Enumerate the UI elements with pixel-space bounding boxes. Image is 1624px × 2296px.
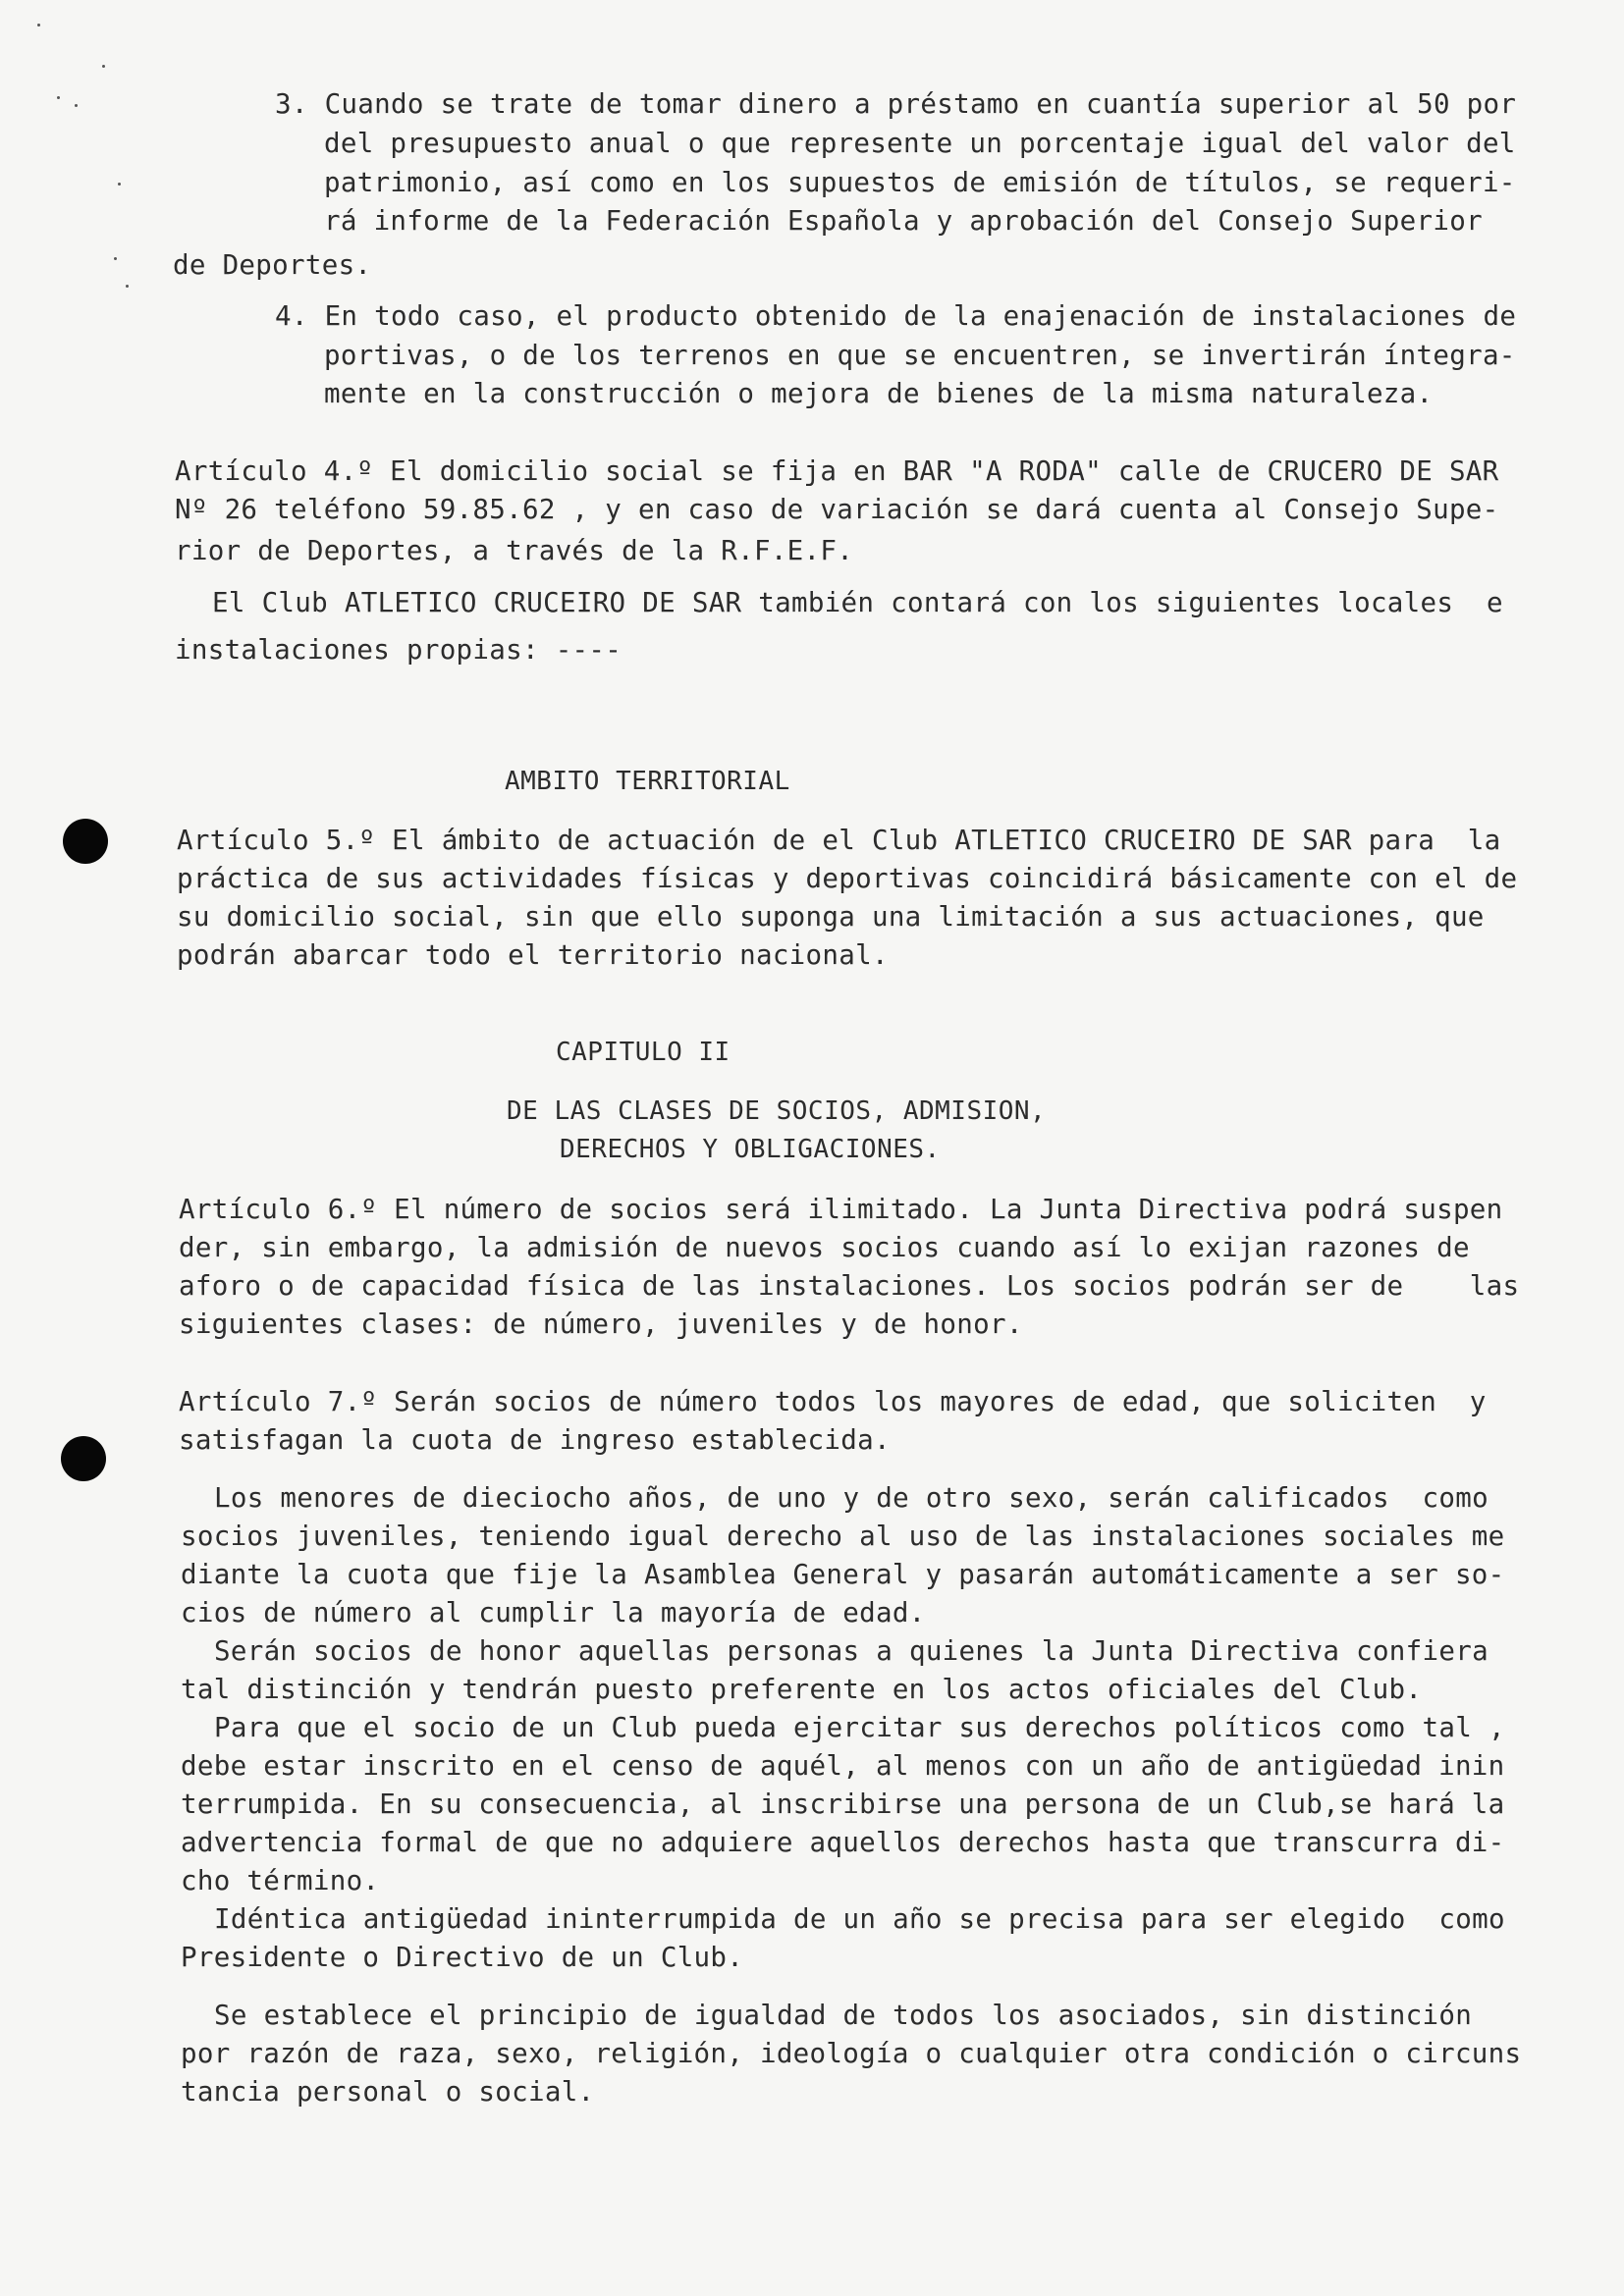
text-line: podrán abarcar todo el territorio nacional. [177, 939, 889, 971]
text-line: 3. Cuando se trate de tomar dinero a préstamo en cuantía superior al 50 por [275, 88, 1517, 120]
text-line: Serán socios de honor aquellas personas a quienes la Junta Directiva confiera [214, 1635, 1489, 1667]
text-line: diante la cuota que fije la Asamblea General y pasarán automáticamente a ser so- [181, 1559, 1505, 1590]
text-line: por razón de raza, sexo, religión, ideología o cualquier otra condición o circuns [181, 2038, 1522, 2069]
scan-speck [114, 257, 117, 260]
text-line: terrumpida. En su consecuencia, al inscribirse una persona de un Club,se hará la [181, 1789, 1505, 1820]
text-line: instalaciones propias: ---- [175, 634, 623, 666]
text-line: cios de número al cumplir la mayoría de edad. [181, 1597, 926, 1629]
text-line: Idéntica antigüedad ininterrumpida de un año se precisa para ser elegido como [214, 1903, 1505, 1935]
text-line: Artículo 7.º Serán socios de número todos los mayores de edad, que soliciten y [179, 1386, 1487, 1417]
chapter-subheading-line-2: DERECHOS Y OBLIGACIONES. [560, 1135, 941, 1164]
text-line: aforo o de capacidad física de las instalaciones. Los socios podrán ser de las [179, 1270, 1520, 1302]
text-line: de Deportes. [173, 249, 372, 281]
chapter-subheading-line-1: DE LAS CLASES DE SOCIOS, ADMISION, [507, 1096, 1047, 1126]
text-line: Los menores de dieciocho años, de uno y de otro sexo, serán calificados como [214, 1482, 1489, 1514]
text-line: Artículo 5.º El ámbito de actuación de el Club ATLETICO CRUCEIRO DE SAR para la [177, 825, 1501, 856]
text-line: portivas, o de los terrenos en que se encuentren, se invertirán íntegra- [324, 340, 1516, 371]
text-line: rá informe de la Federación Española y aprobación del Consejo Superior [324, 205, 1483, 237]
text-line: mente en la construcción o mejora de bienes de la misma naturaleza. [324, 378, 1434, 409]
text-line: su domicilio social, sin que ello suponga una limitación a sus actuaciones, que [177, 901, 1485, 933]
text-line: del presupuesto anual o que represente un porcentaje igual del valor del [324, 128, 1516, 159]
text-line: cho término. [181, 1865, 380, 1896]
binder-hole-top [63, 819, 108, 864]
text-line: advertencia formal de que no adquiere aquellos derechos hasta que transcurra di- [181, 1827, 1505, 1858]
scan-speck [37, 24, 40, 27]
scan-speck [75, 104, 78, 107]
text-line: satisfagan la cuota de ingreso establecida. [179, 1424, 891, 1456]
section-heading-ambito: AMBITO TERRITORIAL [505, 767, 790, 796]
text-line: Artículo 6.º El número de socios será ilimitado. La Junta Directiva podrá suspen [179, 1194, 1503, 1225]
text-line: siguientes clases: de número, juveniles y de honor. [179, 1308, 1023, 1340]
text-line: Presidente o Directivo de un Club. [181, 1942, 744, 1973]
text-line: socios juveniles, teniendo igual derecho al uso de las instalaciones sociales me [181, 1521, 1505, 1552]
scan-speck [102, 65, 105, 68]
text-line: Nº 26 teléfono 59.85.62 , y en caso de variación se dará cuenta al Consejo Supe- [175, 494, 1499, 525]
text-line: patrimonio, así como en los supuestos de emisión de títulos, se requeri- [324, 167, 1516, 198]
scan-speck [126, 285, 129, 288]
text-line: tancia personal o social. [181, 2076, 595, 2108]
binder-hole-bottom [61, 1436, 106, 1481]
scan-speck [57, 96, 60, 99]
chapter-heading: CAPITULO II [556, 1038, 731, 1067]
text-line: Para que el socio de un Club pueda ejercitar sus derechos políticos como tal , [214, 1712, 1505, 1743]
text-line: tal distinción y tendrán puesto preferente en los actos oficiales del Club. [181, 1674, 1423, 1705]
text-line: der, sin embargo, la admisión de nuevos socios cuando así lo exijan razones de [179, 1232, 1470, 1263]
text-line: 4. En todo caso, el producto obtenido de la enajenación de instalaciones de [275, 300, 1517, 332]
scan-speck [118, 183, 121, 186]
text-line: El Club ATLETICO CRUCEIRO DE SAR también contará con los siguientes locales e [212, 587, 1503, 618]
text-line: Artículo 4.º El domicilio social se fija en BAR "A RODA" calle de CRUCERO DE SAR [175, 455, 1499, 487]
text-line: Se establece el principio de igualdad de todos los asociados, sin distinción [214, 2000, 1473, 2031]
text-line: rior de Deportes, a través de la R.F.E.F. [175, 535, 854, 566]
text-line: práctica de sus actividades físicas y deportivas coincidirá básicamente con el de [177, 863, 1518, 894]
text-line: debe estar inscrito en el censo de aquél, al menos con un año de antigüedad inin [181, 1750, 1505, 1782]
